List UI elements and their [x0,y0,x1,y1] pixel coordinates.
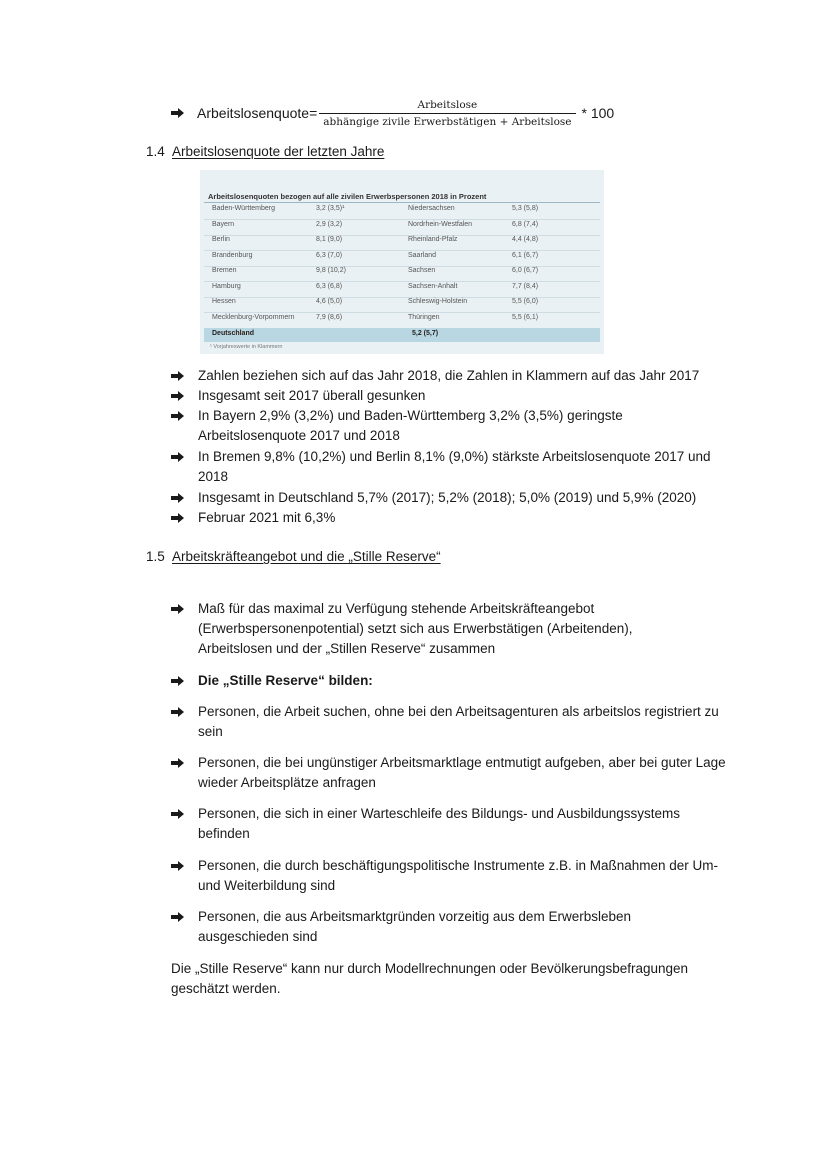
list-item [171,488,731,508]
left-state-value: 3,2 (3,5)¹ [316,205,345,212]
list-item-text: Personen, die Arbeit suchen, ohne bei den Arbeitsagenturen als arbeitslos registriert zu sein [198,704,719,739]
list-item-text: Personen, die sich in einer Warteschleife des Bildungs- und Ausbildungssystems befinden [198,806,681,841]
right-state-name: Rheinland-Pfalz [408,236,458,243]
left-state-value: 6,3 (6,8) [316,282,343,290]
arrow-bullet-icon [171,371,185,381]
section-title: Arbeitslosenquote der letzten Jahre [172,144,385,159]
section-title: Arbeitskräfteangebot und die „Stille Reserve“ [172,549,441,564]
right-state-value: 5,5 (6,0) [512,298,539,305]
table-rule [204,202,600,203]
total-label: Deutschland [212,330,255,337]
left-state-value: 6,3 (7,0) [316,251,343,259]
left-state-value: 8,1 (9,0) [316,236,343,243]
left-state-name: Hamburg [212,282,241,290]
list-item-text: Maß für das maximal zu Verfügung stehende Arbeitskräfteangebot (Erwerbspersonenpotential) setzt sich aus Erwerbstätigen (Arbeitenden), Arbeitslosen und der „Stillen Reserve“ zusammen [198,601,633,656]
right-state-name: Saarland [408,251,437,259]
left-state-name: Berlin [212,236,230,243]
list-item-text: Personen, die aus Arbeitsmarktgründen vorzeitig aus dem Erwerbsleben ausgeschieden sind [198,909,631,944]
right-state-name: Niedersachsen [408,205,455,212]
formula-fraction [319,99,575,128]
right-state-value: 6,1 (6,7) [512,251,539,259]
right-state-value: 7,7 (8,4) [512,282,539,290]
arrow-bullet-icon [171,452,185,462]
list-item-text: Zahlen beziehen sich auf das Jahr 2018, die Zahlen in Klammern auf das Jahr 2017 [198,368,700,383]
table-row [212,267,597,282]
list-item [171,702,731,742]
arrow-bullet-icon [171,108,185,118]
arrow-bullet-icon [171,411,185,421]
list-item [171,753,731,793]
list-item [171,856,731,896]
list-item [171,599,731,659]
table-title: Arbeitslosenquoten bezogen auf alle zivilen Erwerbspersonen 2018 in Prozent [208,192,487,201]
arrow-bullet-icon [171,912,185,922]
total-value: 5,2 (5,7) [412,330,439,337]
list-item [171,804,731,844]
left-state-value: 9,8 (10,2) [316,267,346,274]
list-item [171,406,731,446]
section-heading-1-5 [146,549,441,564]
right-state-name: Schleswig-Holstein [408,298,468,305]
right-state-name: Thüringen [408,313,440,321]
table-row [212,298,597,313]
right-state-value: 5,5 (6,1) [512,313,539,321]
table-footnote: ¹ Vorjahreswerte in Klammern [210,344,283,350]
formula-label: Arbeitslosenquote [197,105,310,121]
arrow-bullet-icon [171,391,185,401]
arrow-bullet-icon [171,809,185,819]
list-item [171,508,731,528]
left-state-value: 2,9 (3,2) [316,220,343,228]
right-state-value: 5,3 (5,8) [512,205,539,212]
left-state-name: Brandenburg [212,251,253,259]
list-item-text: In Bayern 2,9% (3,2%) und Baden-Württemberg 3,2% (3,5%) geringste Arbeitslosenquote 2017 und 2018 [198,408,623,443]
table-row [212,283,597,298]
unemployment-table [200,170,604,354]
formula-numerator: Arbeitslose [417,98,478,111]
table-row [212,314,597,329]
arrow-bullet-icon [171,493,185,503]
list-item-text: Personen, die bei ungünstiger Arbeitsmarktlage entmutigt aufgeben, aber bei guter Lage wieder Arbeitsplätze anfragen [198,755,726,790]
table-row [212,221,597,236]
table-row [212,236,597,251]
section-heading-1-4 [146,144,384,159]
right-state-name: Sachsen [408,267,436,274]
list-item-text: Insgesamt seit 2017 überall gesunken [198,388,426,403]
list-item [171,671,731,691]
table-row [212,205,597,220]
formula-line [171,96,614,130]
arrow-bullet-icon [171,707,185,717]
table-row [212,252,597,267]
arrow-bullet-icon [171,861,185,871]
arrow-bullet-icon [171,758,185,768]
right-state-value: 6,8 (7,4) [512,220,539,228]
list-item [171,386,731,406]
closing-paragraph: Die „Stille Reserve“ kann nur durch Modellrechnungen oder Bevölkerungsbefragungen geschätzt werden. [171,961,689,996]
arrow-bullet-icon [171,676,185,686]
right-state-name: Nordrhein-Westfalen [408,220,473,228]
table-total-row [204,328,600,342]
left-state-value: 4,6 (5,0) [316,298,343,305]
left-state-name: Mecklenburg-Vorpommern [212,313,295,321]
right-state-value: 6,0 (6,7) [512,267,539,274]
section-number: 1.4 [146,144,165,159]
left-state-name: Hessen [212,298,236,305]
formula-factor: * 100 [581,105,615,121]
list-item-text: Insgesamt in Deutschland 5,7% (2017); 5,2% (2018); 5,0% (2019) und 5,9% (2020) [198,490,697,505]
formula-equals: = [309,105,318,121]
list-item [171,447,731,487]
list-item-text: Personen, die durch beschäftigungspolitische Instrumente z.B. in Maßnahmen der Um- und Weiterbildung sind [198,858,719,893]
list-item [171,366,731,386]
formula-denominator: abhängige zivile Erwerbstätigen + Arbeitslose [323,115,572,128]
left-state-name: Bayern [212,220,235,228]
section-number: 1.5 [146,549,165,564]
right-state-name: Sachsen-Anhalt [408,282,458,290]
left-state-name: Bremen [212,267,237,274]
list-item-text: Die „Stille Reserve“ bilden: [198,673,373,688]
left-state-value: 7,9 (8,6) [316,313,343,321]
left-state-name: Baden-Württemberg [212,205,276,212]
list-item-text: Februar 2021 mit 6,3% [198,510,336,525]
list-item [171,907,731,947]
list-item-text: In Bremen 9,8% (10,2%) und Berlin 8,1% (9,0%) stärkste Arbeitslosenquote 2017 und 2018 [198,449,711,484]
arrow-bullet-icon [171,604,185,614]
right-state-value: 4,4 (4,8) [512,236,539,243]
arrow-bullet-icon [171,513,185,523]
